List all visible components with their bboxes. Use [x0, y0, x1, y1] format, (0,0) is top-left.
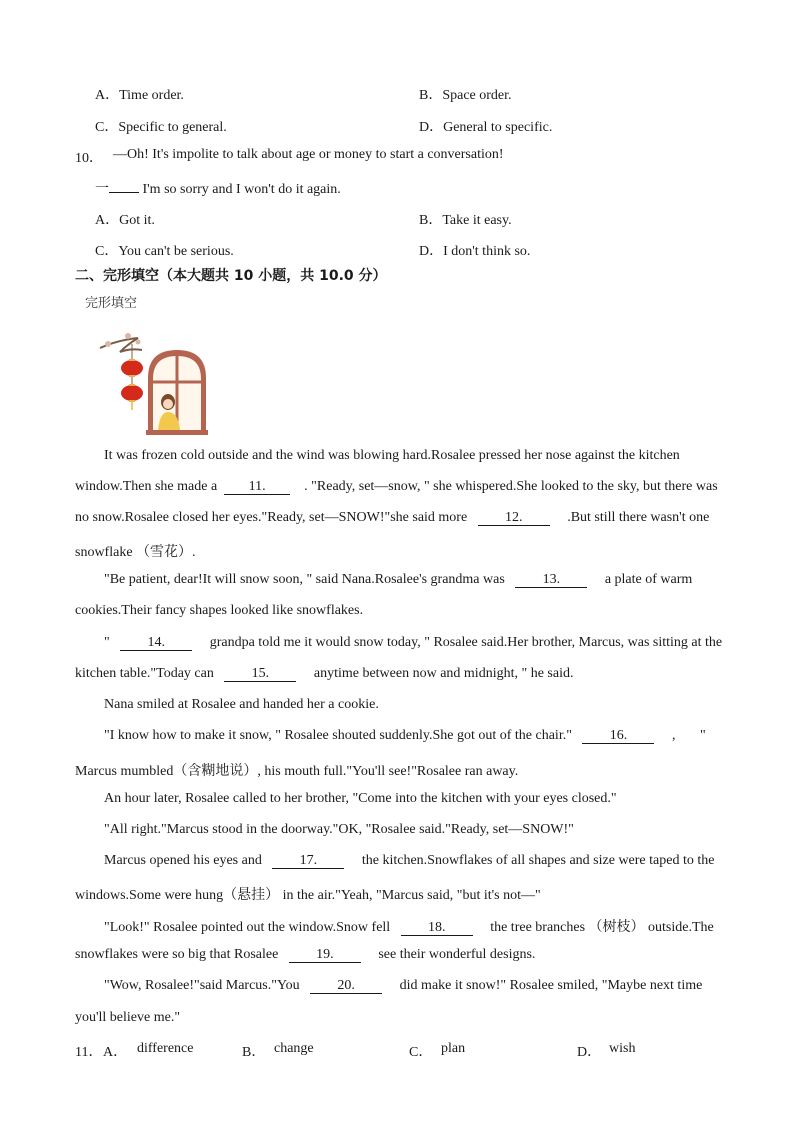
passage-text: window.Then she made a: [75, 479, 218, 494]
passage-text: . "Ready, set—snow, " she whispered.She looked to the sky, but there was: [304, 479, 718, 494]
q10-response: [95, 178, 341, 198]
q11-option-d-text: wish: [609, 1041, 636, 1056]
passage-text: anytime between now and midnight, " he said.: [313, 666, 574, 681]
q10-option-c: C．You can't be serious.: [95, 244, 234, 259]
passage-text: .But still there wasn't one: [567, 510, 710, 525]
passage-line-16: [104, 916, 714, 936]
passage-line-8: [75, 666, 573, 682]
passage-text: kitchen table."Today can: [75, 666, 214, 681]
q9-option-b: B．Space order.: [419, 88, 512, 103]
q10-dash: 一: [95, 182, 109, 197]
q10-option-a: A．Got it.: [95, 213, 155, 228]
passage-line-13: "All right."Marcus stood in the doorway."OK, "Rosalee said."Ready, set—SNOW!": [104, 822, 574, 837]
q11-option-a-text: difference: [137, 1041, 194, 1056]
q9-option-a: A．Time order.: [95, 88, 184, 103]
passage-text: ": [104, 635, 110, 650]
q10-prompt: —Oh! It's impolite to talk about age or money to start a conversation!: [113, 147, 504, 162]
passage-line-5: [104, 572, 692, 588]
blank-13: 13.: [515, 572, 587, 588]
passage-text: did make it snow!" Rosalee smiled, "Maybe next time: [399, 978, 703, 993]
q9-option-d: D．General to specific.: [419, 120, 553, 135]
passage-line-14: [104, 853, 714, 869]
passage-text: snowflakes were so big that Rosalee: [75, 947, 279, 962]
passage-text: no snow.Rosalee closed her eyes."Ready, set—SNOW!"she said more: [75, 510, 468, 525]
passage-text: ,: [671, 728, 676, 743]
q10-response-text: I'm so sorry and I won't do it again.: [142, 182, 341, 197]
blank-16: 16.: [582, 728, 654, 744]
q10-blank: [109, 192, 139, 193]
passage-line-10: [104, 728, 706, 744]
passage-text: grandpa told me it would snow today, " Rosalee said.Her brother, Marcus, was sitting at the: [209, 635, 723, 650]
passage-line-17: [75, 947, 535, 963]
q9-option-c: C．Specific to general.: [95, 120, 227, 135]
blank-15: 15.: [224, 666, 296, 682]
passage-line-15: windows.Some were hung（悬挂） in the air."Yeah, "Marcus said, "but it's not—": [75, 888, 541, 903]
passage-line-18: [104, 978, 702, 994]
passage-text: the tree branches （树枝） outside.The: [490, 920, 714, 935]
q11-option-c-text: plan: [441, 1041, 466, 1056]
blank-20: 20.: [310, 978, 382, 994]
q10-option-d: D．I don't think so.: [419, 244, 531, 259]
passage-line-4: snowflake （雪花）.: [75, 545, 196, 560]
passage-line-12: An hour later, Rosalee called to her brother, "Come into the kitchen with your eyes closed.": [104, 791, 617, 806]
passage-line-6: cookies.Their fancy shapes looked like snowflakes.: [75, 603, 364, 618]
q11-option-c-letter: C．: [409, 1045, 433, 1060]
passage-line-2: [75, 479, 718, 495]
q11-number: 11．: [75, 1045, 103, 1060]
blank-19: 19.: [289, 947, 361, 963]
passage-line-11: Marcus mumbled（含糊地说）, his mouth full."You'll see!"Rosalee ran away.: [75, 764, 519, 779]
passage-text: "I know how to make it snow, " Rosalee shouted suddenly.She got out of the chair.": [104, 728, 572, 743]
passage-line-3: [75, 510, 709, 526]
q11-option-b-letter: B．: [242, 1045, 266, 1060]
passage-text: the kitchen.Snowflakes of all shapes and size were taped to the: [361, 853, 715, 868]
passage-text: "Wow, Rosalee!"said Marcus."You: [104, 978, 300, 993]
q10-number: 10．: [75, 151, 103, 166]
blank-18: 18.: [401, 920, 473, 936]
passage-text: "Look!" Rosalee pointed out the window.Snow fell: [104, 920, 391, 935]
passage-line-7: [104, 635, 722, 651]
passage-text: ": [699, 728, 706, 743]
q11-option-b-text: change: [274, 1041, 314, 1056]
passage-text: Marcus opened his eyes and: [104, 853, 262, 868]
blank-17: 17.: [272, 853, 344, 869]
section-subheading: 完形填空: [85, 296, 138, 311]
passage-line-9: Nana smiled at Rosalee and handed her a cookie.: [104, 697, 379, 712]
blank-14: 14.: [120, 635, 192, 651]
passage-line-1: It was frozen cold outside and the wind was blowing hard.Rosalee pressed her nose against the kitchen: [104, 448, 680, 463]
q11-option-d-letter: D．: [577, 1045, 602, 1060]
blank-12: 12.: [478, 510, 550, 526]
passage-text: a plate of warm: [604, 572, 693, 587]
passage-text: see their wonderful designs.: [378, 947, 536, 962]
q10-option-b: B．Take it easy.: [419, 213, 512, 228]
q11-option-a-letter: A．: [103, 1045, 128, 1060]
passage-line-19: you'll believe me.": [75, 1010, 181, 1025]
window-girl-illustration: [98, 330, 210, 438]
passage-text: "Be patient, dear!It will snow soon, " said Nana.Rosalee's grandma was: [104, 572, 505, 587]
section-heading: 二、完形填空（本大题共 10 小题，共 10.0 分）: [75, 268, 387, 284]
blank-11: 11.: [224, 479, 290, 495]
